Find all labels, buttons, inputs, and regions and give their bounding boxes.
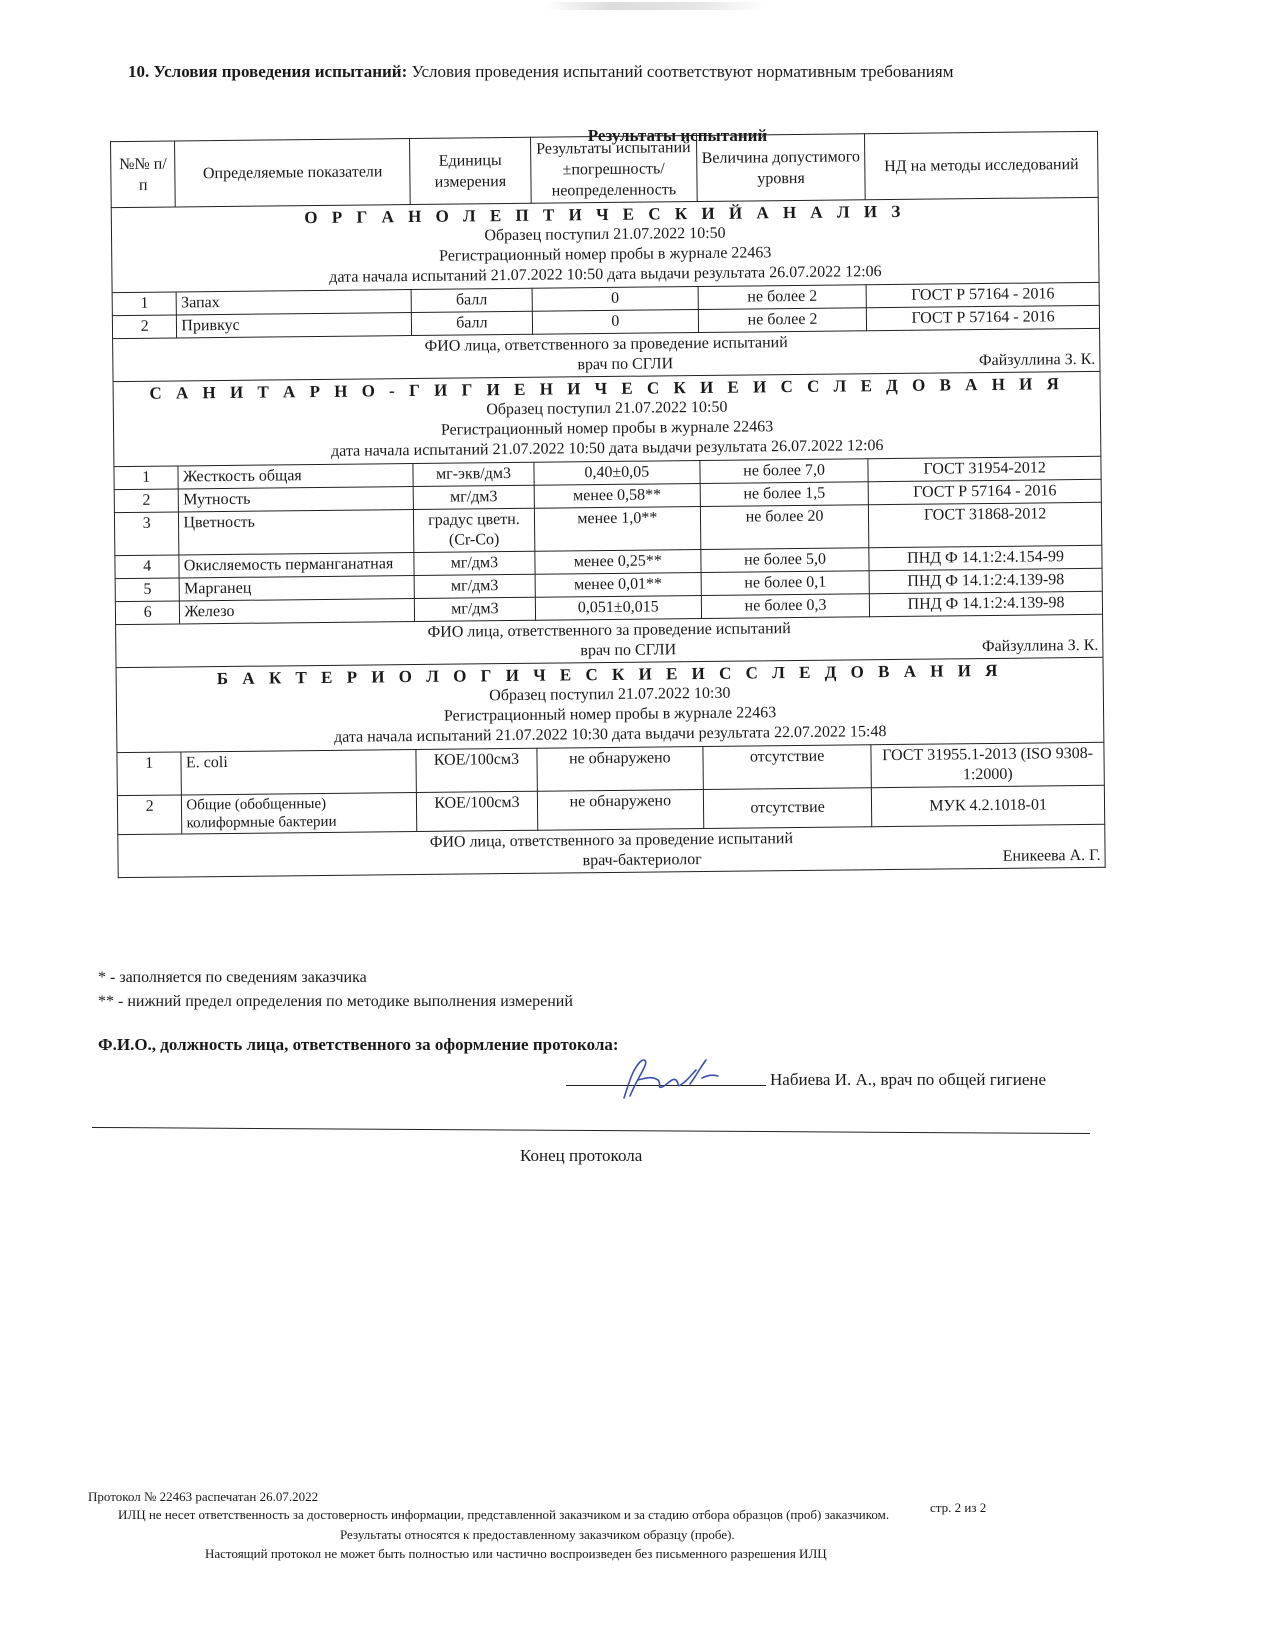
block-bacteriological xyxy=(116,657,1105,877)
row-number: 3 xyxy=(114,512,179,556)
row-method: ГОСТ 31868-2012 xyxy=(869,502,1102,547)
footnote-detection-limit: ** - нижний предел определения по методике выполнения измерений xyxy=(98,993,573,1010)
row-indicator: Жесткость общая xyxy=(178,464,413,489)
row-limit: не более 20 xyxy=(700,505,869,550)
row-result: 0 xyxy=(532,287,698,312)
row-limit: отсутствие xyxy=(703,745,872,790)
block-organoleptic xyxy=(111,197,1100,381)
table-header-row xyxy=(111,131,1099,207)
block-header xyxy=(111,197,1099,292)
footnotes xyxy=(98,966,573,1014)
row-result: не обнаружено xyxy=(537,746,704,791)
responsible-row xyxy=(118,824,1105,877)
footer-page-number: стр. 2 из 2 xyxy=(930,1500,987,1515)
protocol-signer-name: Набиева И. А., врач по общей гигиене xyxy=(770,1070,1047,1089)
row-number: 1 xyxy=(112,292,177,316)
row-limit: не более 2 xyxy=(698,308,867,333)
row-method: ГОСТ Р 57164 - 2016 xyxy=(868,479,1101,504)
row-method: МУК 4.2.1018-01 xyxy=(872,785,1105,826)
row-limit: не более 2 xyxy=(698,285,867,310)
row-limit: отсутствие xyxy=(703,788,872,829)
row-result: менее 0,58** xyxy=(534,484,700,509)
block-sanitary xyxy=(113,371,1103,667)
row-number: 2 xyxy=(114,489,179,513)
footnote-customer: * - заполняется по сведениям заказчика xyxy=(98,969,367,986)
block-title: Б А К Т Е Р И О Л О Г И Ч Е С К И Е И С С Л Е Д О В А Н И Я xyxy=(216,660,1003,689)
row-result: менее 1,0** xyxy=(534,507,701,552)
row-unit: мг/дм3 xyxy=(413,485,534,509)
row-method: ПНД Ф 14.1:2:4.139-98 xyxy=(869,568,1102,593)
row-indicator: Общие (обобщенные) колиформные бактерии xyxy=(182,792,417,833)
registration-number: Регистрационный номер пробы в журнале 22463 xyxy=(443,704,777,725)
header-units: Единицы измерения xyxy=(410,137,531,204)
row-unit: КОЕ/100см3 xyxy=(416,748,537,792)
footer-printed: Протокол № 22463 распечатан 26.07.2022 xyxy=(88,1489,319,1504)
test-dates: дата начала испытаний 21.07.2022 10:50 дата выдачи результата 26.07.2022 12:06 xyxy=(330,437,884,460)
test-dates: дата начала испытаний 21.07.2022 10:30 дата выдачи результата 22.07.2022 15:48 xyxy=(333,723,887,746)
block-title: О Р Г А Н О Л Е П Т И Ч Е С К И Й А Н А Л И З xyxy=(304,201,906,228)
row-method: ГОСТ Р 57164 - 2016 xyxy=(866,282,1099,307)
row-result: менее 0,01** xyxy=(535,573,701,598)
row-indicator: Окисляемость перманганатная xyxy=(179,553,414,578)
row-indicator: Запах xyxy=(177,290,412,315)
registration-number: Регистрационный номер пробы в журнале 22463 xyxy=(440,418,774,439)
row-unit: балл xyxy=(412,311,533,335)
row-number: 4 xyxy=(115,555,180,579)
row-unit: мг/дм3 xyxy=(414,574,535,598)
header-method: НД на методы исследований xyxy=(865,131,1098,199)
row-unit: градус цветн.(Cr-Co) xyxy=(414,508,535,552)
row-indicator: Цветность xyxy=(179,510,414,555)
row-result: 0 xyxy=(532,310,698,335)
responsible-person: Еникеева А. Г. xyxy=(1002,846,1101,865)
row-number: 1 xyxy=(114,466,179,490)
scan-artifact xyxy=(545,2,765,10)
protocol-signer-label: Ф.И.О., должность лица, ответственного за оформление протокола: xyxy=(98,1035,619,1054)
row-method: ПНД Ф 14.1:2:4.154-99 xyxy=(869,545,1102,570)
row-indicator: Мутность xyxy=(179,487,414,512)
responsible-person: Файзуллина З. К. xyxy=(981,636,1099,656)
row-method: ПНД Ф 14.1:2:4.139-98 xyxy=(870,591,1103,616)
footer-disclaimer-1: ИЛЦ не несет ответственность за достоверность информации, представленной заказчиком и за стадию отбора образцов (проб) заказчиком. xyxy=(118,1507,890,1522)
header-num: №№ п/п xyxy=(111,141,176,208)
block-header xyxy=(116,657,1104,752)
row-number: 2 xyxy=(112,315,177,339)
row-limit: не более 0,1 xyxy=(701,571,870,596)
signature-icon xyxy=(610,1050,730,1106)
footer-disclaimer-3: Настоящий протокол не может быть полностью или частично воспроизведен без письменного разрешения ИЛЦ xyxy=(205,1546,827,1561)
responsible-label: ФИО лица, ответственного за проведение испытаний xyxy=(424,334,788,355)
row-unit: мг/дм3 xyxy=(415,597,536,621)
results-table-wrapper xyxy=(110,131,1106,878)
block-title: С А Н И Т А Р Н О - Г И Г И Е Н И Ч Е С К И Е И С С Л Е Д О В А Н И Я xyxy=(149,374,1064,403)
responsible-label: ФИО лица, ответственного за проведение испытаний xyxy=(429,830,794,851)
test-dates: дата начала испытаний 21.07.2022 10:50 дата выдачи результата 26.07.2022 12:06 xyxy=(329,263,882,286)
responsible-person: Файзуллина З. К. xyxy=(978,350,1096,370)
footer-disclaimer-2: Результаты относятся к предоставленному заказчиком образцу (пробе). xyxy=(340,1527,735,1542)
row-result: 0,40±0,05 xyxy=(534,461,700,486)
header-indicator: Определяемые показатели xyxy=(175,139,410,207)
row-unit: мг/дм3 xyxy=(414,551,535,575)
row-unit: КОЕ/100см3 xyxy=(417,791,538,831)
row-limit: не более 7,0 xyxy=(700,459,869,484)
responsible-label: ФИО лица, ответственного за проведение испытаний xyxy=(427,620,791,641)
sample-received: Образец поступил 21.07.2022 10:50 xyxy=(486,398,728,419)
sample-received: Образец поступил 21.07.2022 10:30 xyxy=(489,684,731,705)
row-indicator: Марганец xyxy=(180,576,415,601)
responsible-position: врач по СГЛИ xyxy=(580,641,677,660)
test-conditions xyxy=(128,62,953,82)
row-indicator: E. coli xyxy=(181,750,416,795)
registration-number: Регистрационный номер пробы в журнале 22463 xyxy=(439,244,772,265)
row-method: ГОСТ 31954-2012 xyxy=(868,456,1101,481)
test-conditions-label: 10. Условия проведения испытаний: xyxy=(128,62,408,81)
block-header xyxy=(113,371,1101,466)
row-limit: не более 0,3 xyxy=(701,594,870,619)
row-limit: не более 1,5 xyxy=(700,482,869,507)
row-method: ГОСТ 31955.1-2013 (ISO 9308-1:2000) xyxy=(871,742,1104,787)
row-number: 6 xyxy=(115,601,180,625)
row-indicator: Железо xyxy=(180,599,415,624)
row-result: 0,051±0,015 xyxy=(535,596,701,621)
test-conditions-text: Условия проведения испытаний соответствуют нормативным требованиям xyxy=(411,62,954,81)
header-limit: Величина допустимого уровня xyxy=(696,134,865,202)
row-result: менее 0,25** xyxy=(535,550,701,575)
row-indicator: Привкус xyxy=(177,313,412,338)
row-unit: балл xyxy=(411,288,532,312)
end-divider xyxy=(92,1127,1090,1134)
row-method: ГОСТ Р 57164 - 2016 xyxy=(867,305,1100,330)
results-table xyxy=(110,131,1106,878)
row-unit: мг-экв/дм3 xyxy=(413,462,534,486)
row-number: 5 xyxy=(115,578,180,602)
row-number: 1 xyxy=(117,752,182,796)
table-title: Результаты испытаний xyxy=(587,126,768,145)
responsible-position: врач-бактериолог xyxy=(582,851,702,870)
row-number: 2 xyxy=(117,795,182,835)
header-result: Результаты испытаний ±погрешность/ неопределенность xyxy=(530,136,697,204)
row-result: не обнаружено xyxy=(537,789,704,830)
end-of-protocol: Конец протокола xyxy=(520,1146,643,1165)
row-limit: не более 5,0 xyxy=(701,548,870,573)
responsible-position: врач по СГЛИ xyxy=(577,355,674,374)
sample-received: Образец поступил 21.07.2022 10:50 xyxy=(484,224,726,245)
